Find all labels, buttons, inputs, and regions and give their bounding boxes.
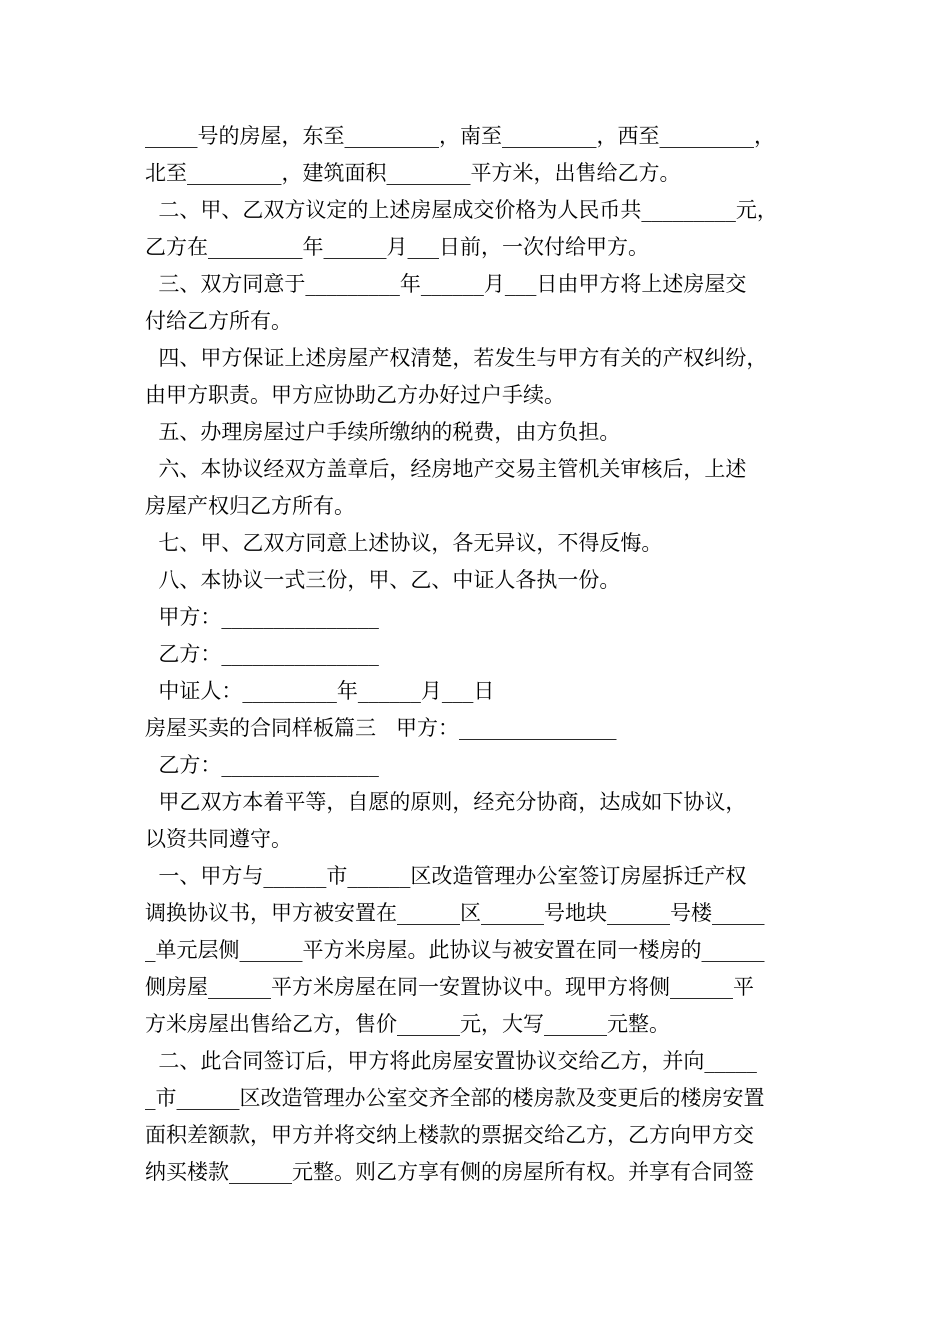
text-line: 六、本协议经双方盖章后，经房地产交易主管机关审核后，上述 <box>145 457 747 481</box>
text-line: 方米房屋出售给乙方，售价______元，大写______元整。 <box>145 1012 670 1036</box>
text-line: 七、甲、乙双方同意上述协议，各无异议，不得反悔。 <box>145 531 663 555</box>
text-line: 八、本协议一式三份，甲、乙、中证人各执一份。 <box>145 568 621 592</box>
section-title-line: 房屋买卖的合同样板篇三 甲方：_______________ <box>145 716 617 740</box>
text-line: 北至_________，建筑面积________平方米，出售给乙方。 <box>145 161 681 185</box>
text-line: 三、双方同意于_________年______月___日由甲方将上述房屋交 <box>145 272 747 296</box>
text-line: 二、甲、乙双方议定的上述房屋成交价格为人民币共_________元， <box>145 198 778 222</box>
text-line: 二、此合同签订后，甲方将此房屋安置协议交给乙方，并向_____ <box>145 1049 757 1073</box>
signature-line-party-b: 乙方：_______________ <box>145 753 379 777</box>
text-line: 甲乙双方本着平等，自愿的原则，经充分协商，达成如下协议， <box>145 790 747 814</box>
text-line: 面积差额款，甲方并将交纳上楼款的票据交给乙方，乙方向甲方交 <box>145 1123 754 1147</box>
text-line: 侧房屋______平方米房屋在同一安置协议中。现甲方将侧______平 <box>145 975 754 999</box>
signature-line-party-b: 乙方：_______________ <box>145 642 379 666</box>
text-line: 四、甲方保证上述房屋产权清楚，若发生与甲方有关的产权纠纷， <box>145 346 768 370</box>
text-line: 纳买楼款______元整。则乙方享有侧的房屋所有权。并享有合同签 <box>145 1160 754 1184</box>
text-line: _____号的房屋，东至_________，南至_________，西至_________， <box>145 124 775 148</box>
text-line: _单元层侧______平方米房屋。此协议与被安置在同一楼房的______ <box>145 938 765 962</box>
text-line: 以资共同遵守。 <box>145 827 292 851</box>
text-line: 乙方在_________年______月___日前，一次付给甲方。 <box>145 235 649 259</box>
signature-line-witness: 中证人：_________年______月___日 <box>145 679 495 703</box>
text-line: 五、办理房屋过户手续所缴纳的税费，由方负担。 <box>145 420 621 444</box>
text-line: 调换协议书，甲方被安置在______区______号地块______号楼_____ <box>145 901 765 925</box>
text-line: 付给乙方所有。 <box>145 309 292 333</box>
text-line: _市______区改造管理办公室交齐全部的楼房款及变更后的楼房安置 <box>145 1086 765 1110</box>
text-line: 房屋产权归乙方所有。 <box>145 494 355 518</box>
text-line: 一、甲方与______市______区改造管理办公室签订房屋拆迁产权 <box>145 864 747 888</box>
signature-line-party-a: 甲方：_______________ <box>145 605 379 629</box>
text-line: 由甲方职责。甲方应协助乙方办好过户手续。 <box>145 383 565 407</box>
document-body <box>145 118 815 1191</box>
